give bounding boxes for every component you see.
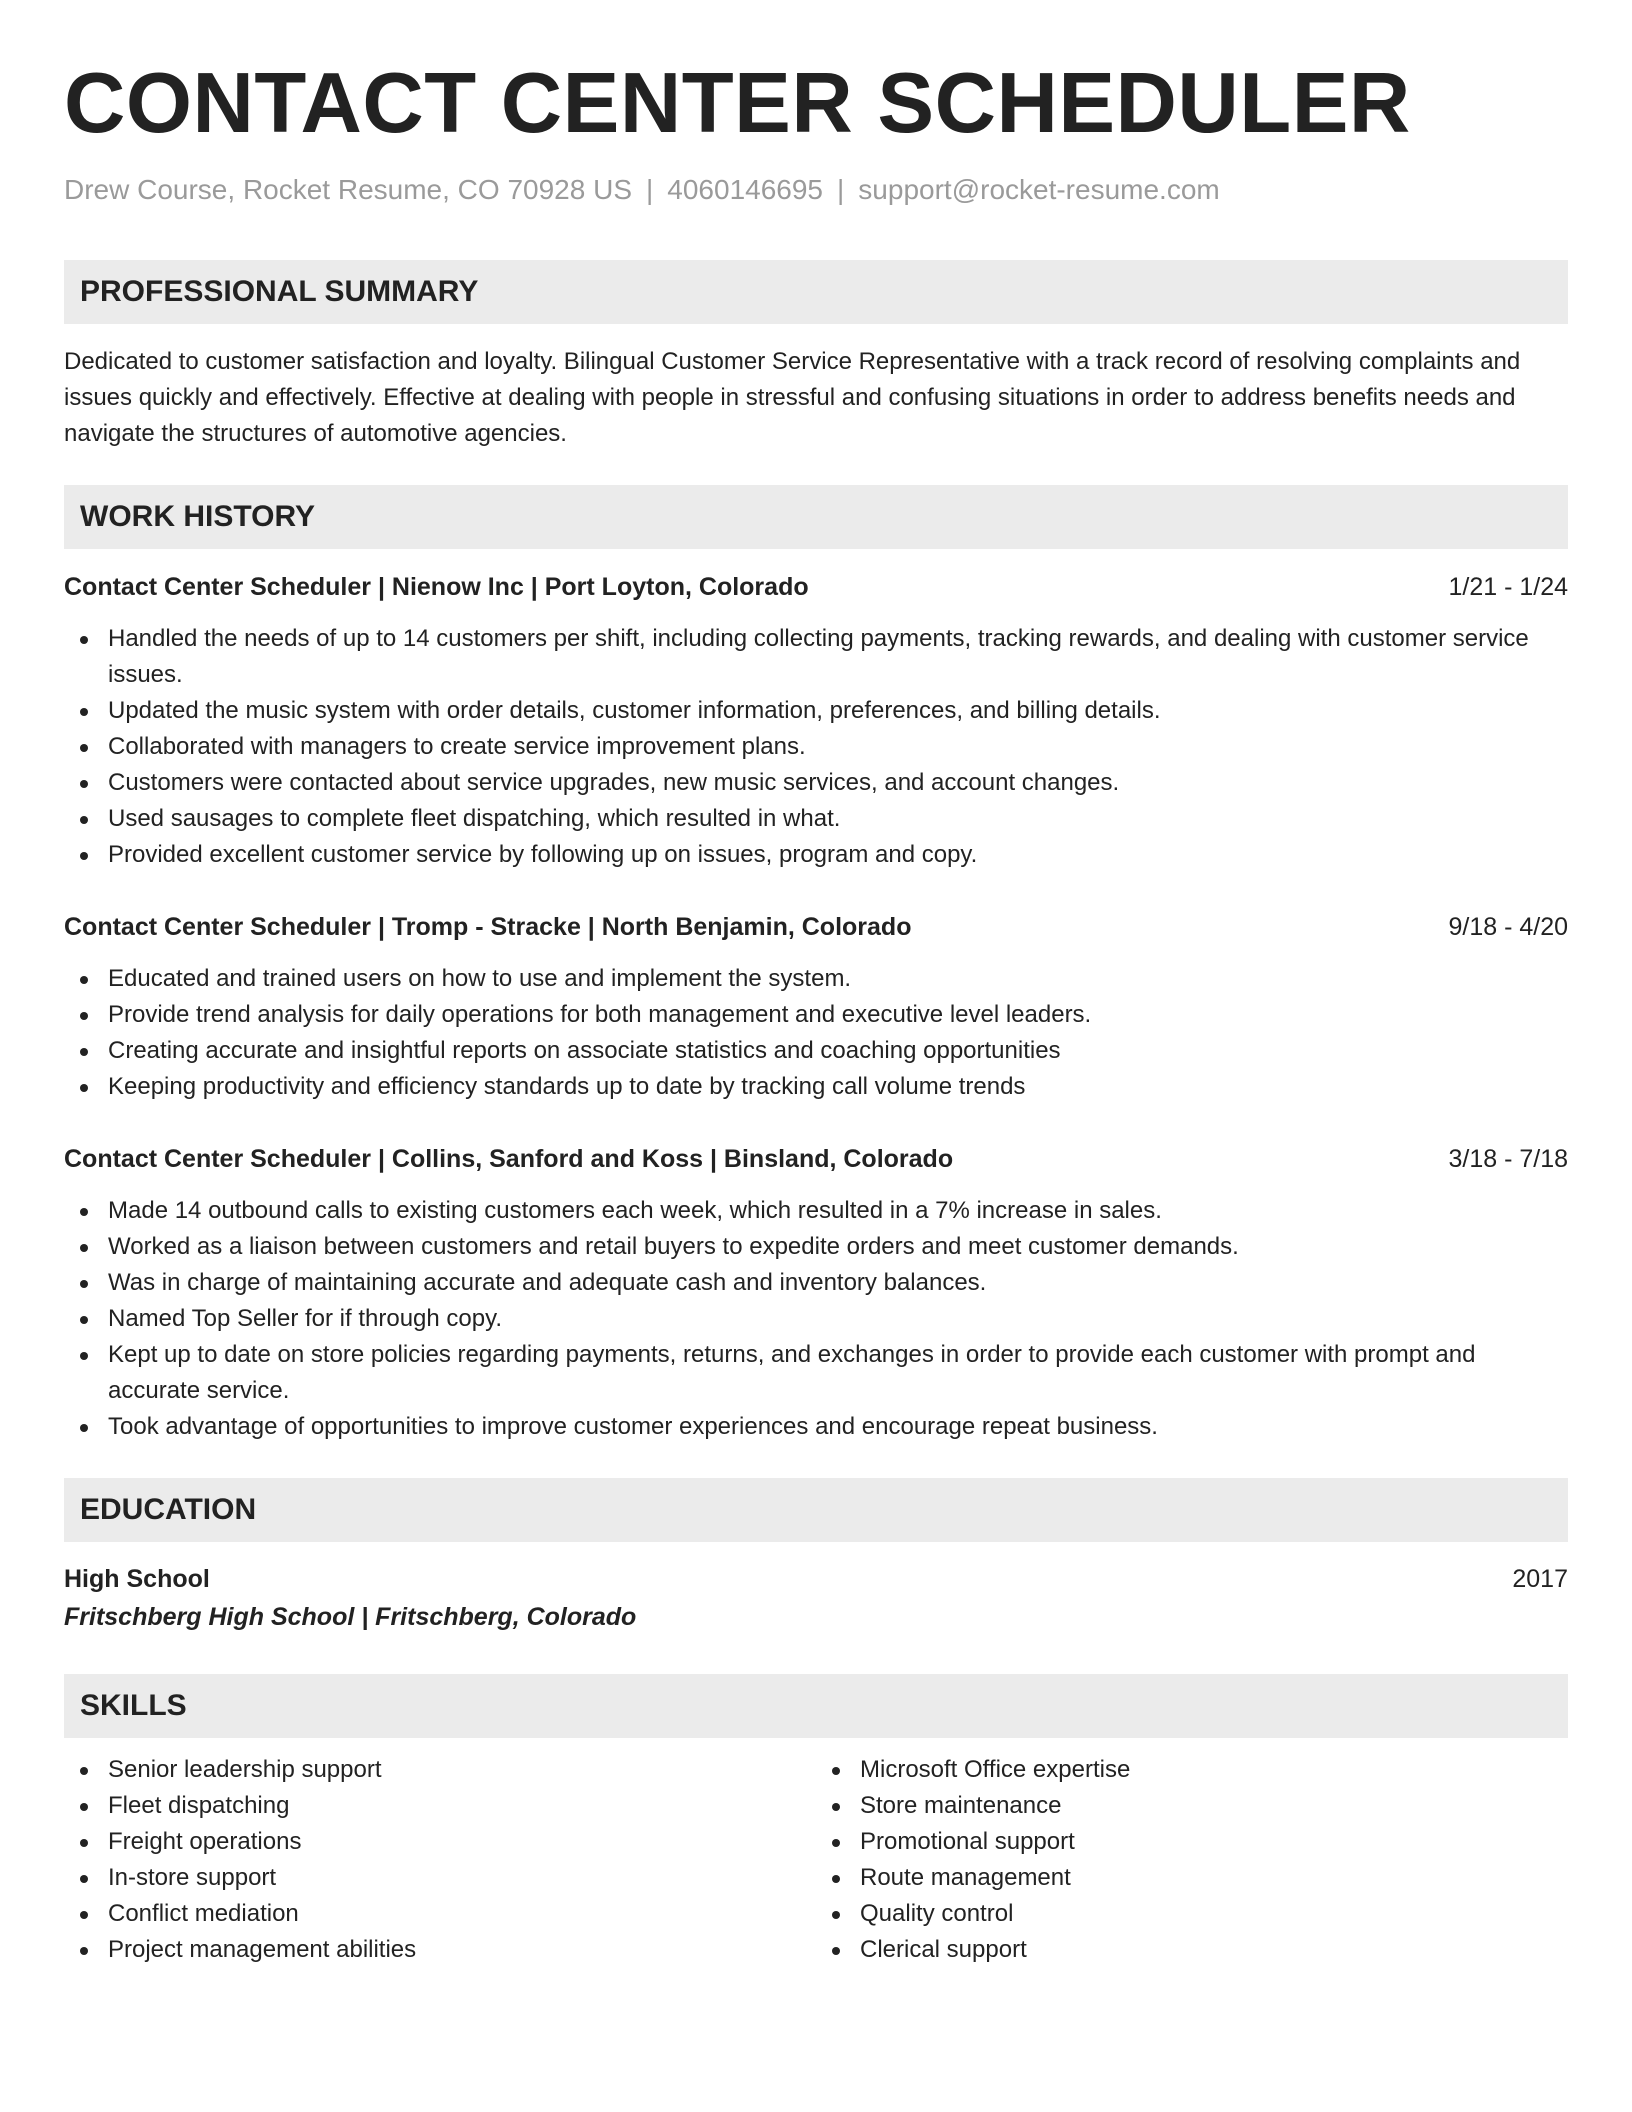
job-title: Contact Center Scheduler | Collins, Sanford and Koss | Binsland, Colorado: [64, 1145, 954, 1173]
skill-item: Senior leadership support: [64, 1752, 816, 1788]
skill-item: Fleet dispatching: [64, 1788, 816, 1824]
education-year: 2017: [1512, 1565, 1568, 1593]
job-bullet: Handled the needs of up to 14 customers per shift, including collecting payments, tracking rewards, and dealing with customer service issues.: [64, 621, 1568, 693]
job-bullet: Kept up to date on store policies regarding payments, returns, and exchanges in order to provide each customer with prompt and accurate service.: [64, 1337, 1568, 1409]
contact-separator: |: [646, 174, 654, 205]
skill-item: Freight operations: [64, 1824, 816, 1860]
skill-item: Promotional support: [816, 1824, 1568, 1860]
skills-column-right: [816, 1752, 1568, 1968]
job-title: Contact Center Scheduler | Tromp - Stracke | North Benjamin, Colorado: [64, 913, 912, 941]
job-bullet: Customers were contacted about service upgrades, new music services, and account changes.: [64, 765, 1568, 801]
job-dates: 3/18 - 7/18: [1448, 1145, 1568, 1173]
job-title: Contact Center Scheduler | Nienow Inc | Port Loyton, Colorado: [64, 573, 809, 601]
education-header: [64, 1560, 1568, 1598]
job-bullet: Collaborated with managers to create service improvement plans.: [64, 729, 1568, 765]
resume-name: CONTACT CENTER SCHEDULER: [64, 56, 1411, 151]
job-bullet: Educated and trained users on how to use and implement the system.: [64, 961, 1568, 997]
skill-item: Store maintenance: [816, 1788, 1568, 1824]
skills-grid: [64, 1752, 1568, 1968]
education-entry: [64, 1560, 1568, 1636]
summary-text: Dedicated to customer satisfaction and loyalty. Bilingual Customer Service Representative with a track record of resolving complaints and issues quickly and effectively. Effective at dealing with people in stressful and confusing situations in order to address benefits needs and navigate the structures of automotive agencies.: [64, 348, 1521, 447]
job-dates: 1/21 - 1/24: [1448, 573, 1568, 601]
job-bullet-list: [64, 621, 1568, 873]
section-heading-work-history: WORK HISTORY: [64, 485, 1568, 549]
skills-list: [816, 1752, 1568, 1968]
job-dates: 9/18 - 4/20: [1448, 913, 1568, 941]
section-heading-education: EDUCATION: [64, 1478, 1568, 1542]
education-school: Fritschberg High School | Fritschberg, Colorado: [64, 1603, 637, 1631]
skill-item: Quality control: [816, 1896, 1568, 1932]
contact-phone: 4060146695: [667, 174, 824, 205]
job-entry: [64, 569, 1568, 873]
job-bullet: Keeping productivity and efficiency standards up to date by tracking call volume trends: [64, 1069, 1568, 1105]
job-bullet: Made 14 outbound calls to existing customers each week, which resulted in a 7% increase in sales.: [64, 1193, 1568, 1229]
education-degree: High School: [64, 1565, 210, 1593]
skill-item: Conflict mediation: [64, 1896, 816, 1932]
contact-address: Drew Course, Rocket Resume, CO 70928 US: [64, 174, 632, 205]
job-bullet: Creating accurate and insightful reports on associate statistics and coaching opportunities: [64, 1033, 1568, 1069]
skill-item: Clerical support: [816, 1932, 1568, 1968]
job-header: [64, 569, 1568, 605]
job-header: [64, 909, 1568, 945]
job-bullet: Provide trend analysis for daily operations for both management and executive level leaders.: [64, 997, 1568, 1033]
contact-line: [64, 170, 1568, 210]
skills-column-left: [64, 1752, 816, 1968]
job-bullet: Was in charge of maintaining accurate and adequate cash and inventory balances.: [64, 1265, 1568, 1301]
job-bullet-list: [64, 961, 1568, 1105]
job-entry: [64, 1141, 1568, 1445]
skill-item: Microsoft Office expertise: [816, 1752, 1568, 1788]
job-bullet-list: [64, 1193, 1568, 1445]
job-bullet: Worked as a liaison between customers and retail buyers to expedite orders and meet customer demands.: [64, 1229, 1568, 1265]
skills-list: [64, 1752, 816, 1968]
job-bullet: Named Top Seller for if through copy.: [64, 1301, 1568, 1337]
job-bullet: Took advantage of opportunities to improve customer experiences and encourage repeat business.: [64, 1409, 1568, 1445]
contact-email: support@rocket-resume.com: [858, 174, 1220, 205]
skill-item: In-store support: [64, 1860, 816, 1896]
job-bullet: Updated the music system with order details, customer information, preferences, and billing details.: [64, 693, 1568, 729]
job-entry: [64, 909, 1568, 1105]
job-bullet: Provided excellent customer service by following up on issues, program and copy.: [64, 837, 1568, 873]
section-heading-summary: PROFESSIONAL SUMMARY: [64, 260, 1568, 324]
section-heading-skills: SKILLS: [64, 1674, 1568, 1738]
skill-item: Route management: [816, 1860, 1568, 1896]
job-header: [64, 1141, 1568, 1177]
job-bullet: Used sausages to complete fleet dispatching, which resulted in what.: [64, 801, 1568, 837]
contact-separator: |: [837, 174, 845, 205]
skill-item: Project management abilities: [64, 1932, 816, 1968]
